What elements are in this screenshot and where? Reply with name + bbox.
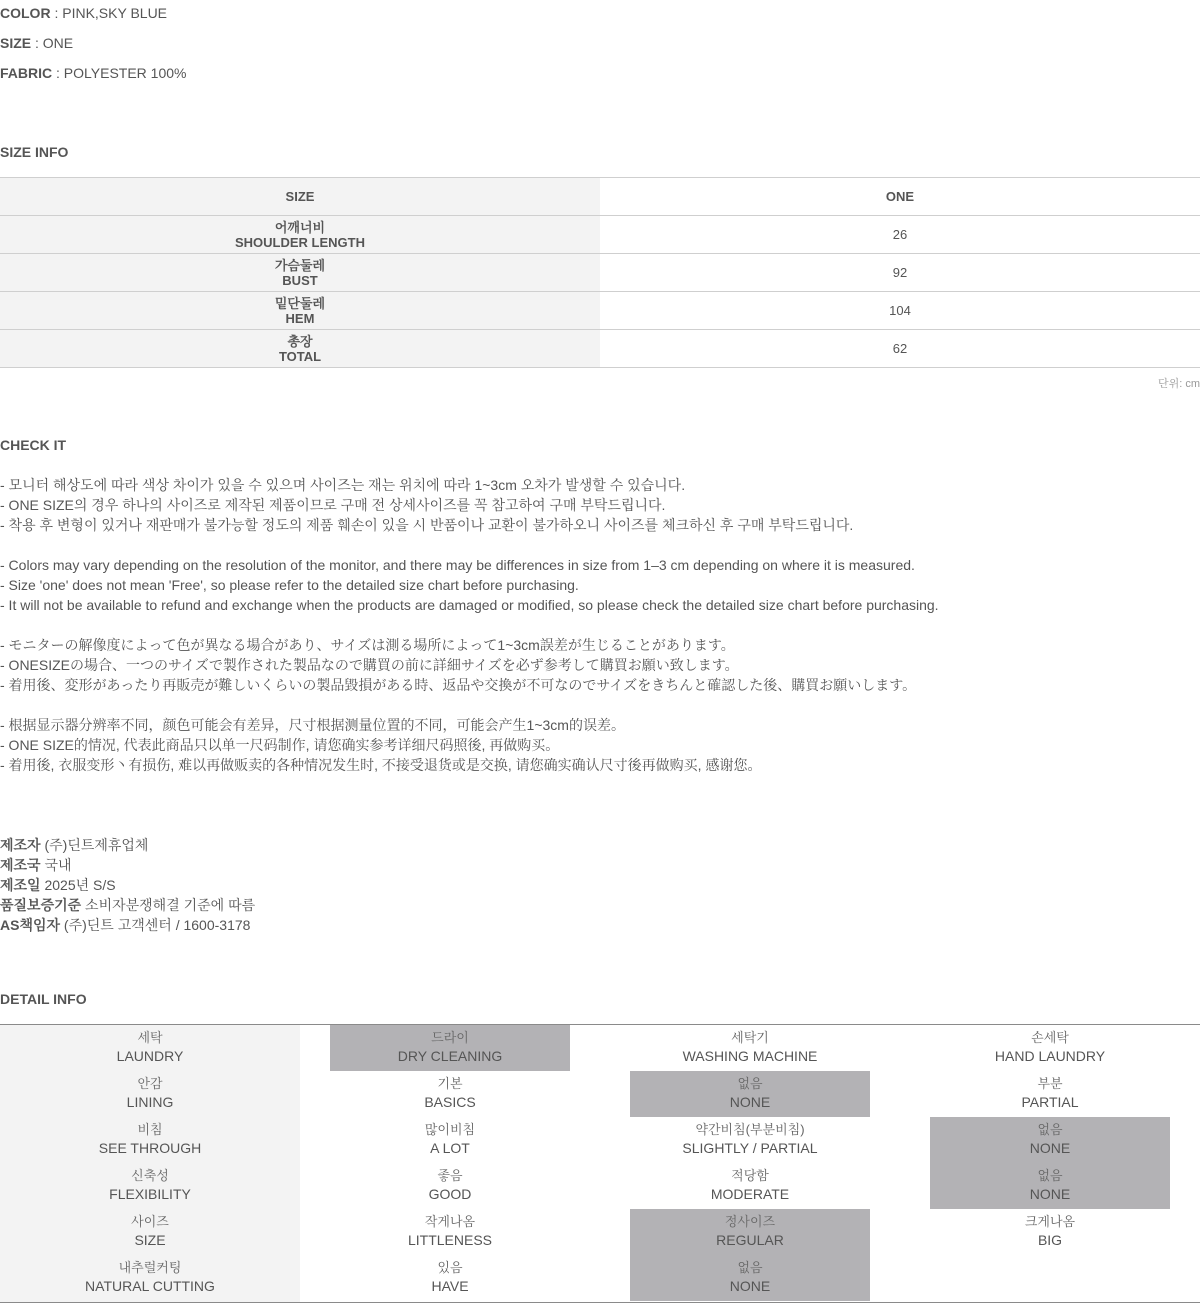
detail-en: SIZE [134,1232,166,1248]
detail-ko: 신축성 [131,1168,169,1183]
maker-value: 소비자분쟁해결 기준에 따름 [81,897,256,913]
detail-en: BIG [1037,1232,1063,1248]
detail-info-grid [0,1024,1200,1303]
size-row-en: BUST [282,272,318,288]
detail-ko: 없음 [1037,1122,1063,1137]
detail-ko: 약간비침(부분비침) [695,1122,805,1137]
detail-en: GOOD [428,1186,472,1202]
detail-en: REGULAR [716,1232,784,1248]
check-line: - 根据显示器分辨率不同，颜色可能会有差异，尺寸根据测量位置的不同，可能会产生1~3cm的误差。 [0,717,625,733]
check-line: - ONE SIZE的情况, 代表此商品只以单一尺码制作, 请您确实参考详细尺码照後, 再做购买。 [0,737,560,753]
maker-label: 제조국 [0,857,41,873]
size-row-ko: 가슴둘레 [274,257,326,273]
detail-option [300,1213,600,1249]
detail-ko: 내추럴커팅 [118,1260,182,1275]
detail-option [600,1213,900,1249]
detail-option [600,1259,900,1295]
size-info-title: SIZE INFO [0,144,69,160]
detail-option [300,1029,600,1065]
check-it-title: CHECK IT [0,437,67,453]
size-row-value: 62 [600,330,1200,368]
detail-en: DRY CLEANING [397,1048,503,1064]
detail-option [900,1121,1200,1157]
detail-option [900,1213,1200,1249]
size-table-header [0,178,1200,216]
spec-color-value: : PINK,SKY BLUE [50,5,168,21]
detail-option [300,1167,600,1203]
table-row [0,254,1200,292]
check-line: - Size 'one' does not mean 'Free', so please refer to the detailed size chart before purchasing. [0,577,579,593]
check-chinese [0,715,761,775]
detail-en: NONE [1029,1140,1071,1156]
size-row-ko: 밑단둘레 [274,295,326,311]
maker-line [0,875,255,895]
detail-ko: 없음 [737,1260,763,1275]
spec-color-label: COLOR [0,5,51,21]
detail-option [900,1167,1200,1203]
spec-fabric-label: FABRIC [0,65,53,81]
detail-en: HAVE [431,1278,469,1294]
detail-ko: 좋음 [437,1168,463,1183]
detail-label-see-through [0,1121,300,1157]
detail-en: LITTLENESS [407,1232,493,1248]
check-japanese [0,635,916,695]
size-row-en: SHOULDER LENGTH [235,234,365,250]
detail-en: FLEXIBILITY [109,1186,191,1202]
spec-fabric [0,65,186,81]
detail-info-title: DETAIL INFO [0,991,87,1007]
detail-ko: 부분 [1037,1076,1063,1091]
detail-ko: 크게나옴 [1024,1214,1076,1229]
detail-en: WASHING MACHINE [682,1048,818,1064]
detail-option [600,1029,900,1065]
detail-ko: 사이즈 [131,1214,169,1229]
size-row-label [0,292,600,330]
detail-ko: 기본 [437,1076,463,1091]
detail-ko: 적당함 [731,1168,769,1183]
maker-label: 품질보증기준 [0,897,82,913]
check-korean [0,475,853,535]
detail-ko: 많이비침 [424,1122,476,1137]
size-row-value: 92 [600,254,1200,292]
detail-label-size [0,1213,300,1249]
size-header-value: ONE [600,178,1200,216]
size-row-value: 26 [600,216,1200,254]
table-row [0,216,1200,254]
detail-option [600,1075,900,1111]
size-row-ko: 총장 [287,333,313,349]
detail-ko: 작게나옴 [424,1214,476,1229]
detail-ko: 세탁기 [731,1030,769,1045]
detail-ko: 손세탁 [1031,1030,1069,1045]
check-line: - 착용 후 변형이 있거나 재판매가 불가능할 정도의 제품 훼손이 있을 시 반품이나 교환이 불가하오니 사이즈를 체크하신 후 구매 부탁드립니다. [0,517,854,533]
detail-en: SLIGHTLY / PARTIAL [682,1140,818,1156]
detail-en: BASICS [424,1094,476,1110]
detail-option [600,1121,900,1157]
spec-size [0,35,73,51]
spec-size-label: SIZE [0,35,32,51]
detail-option [300,1259,600,1295]
check-line: - 着用後, 衣服变形丶有损伤, 难以再做贩卖的各种情况发生时, 不接受退货或是交换, 请您确实确认尺寸後再做购买, 感谢您。 [0,757,762,773]
detail-ko: 있음 [437,1260,463,1275]
spec-size-value: : ONE [31,35,74,51]
detail-ko: 없음 [1037,1168,1063,1183]
maker-value: (주)딘트 고객센터 / 1600-3178 [60,917,251,933]
size-row-ko: 어깨너비 [274,219,326,235]
detail-ko: 안감 [137,1076,163,1091]
check-line: - It will not be available to refund and exchange when the products are damaged or modified, so please check the detailed size chart before purchasing. [0,597,939,613]
detail-en: HAND LAUNDRY [994,1048,1106,1064]
detail-en: NONE [729,1094,771,1110]
size-table [0,177,1200,368]
table-row [0,292,1200,330]
maker-label: 제조자 [0,837,41,853]
detail-option [300,1121,600,1157]
maker-line [0,835,255,855]
detail-option [600,1167,900,1203]
detail-en: SEE THROUGH [98,1140,202,1156]
detail-option [300,1075,600,1111]
check-line: - Colors may vary depending on the resolution of the monitor, and there may be differences in size from 1–3 cm depending on where it is measured. [0,557,915,573]
detail-label-lining [0,1075,300,1111]
detail-ko: 없음 [737,1076,763,1091]
detail-option [900,1075,1200,1111]
detail-en: LINING [126,1094,174,1110]
size-row-value: 104 [600,292,1200,330]
maker-line [0,915,255,935]
check-english [0,555,939,615]
size-unit-note: 단위: cm [1157,378,1200,390]
spec-color [0,5,167,21]
maker-value: 국내 [40,857,72,873]
maker-value: (주)딘트제휴업체 [40,837,149,853]
detail-en: LAUNDRY [116,1048,184,1064]
detail-ko: 드라이 [431,1030,469,1045]
detail-ko: 정사이즈 [724,1214,776,1229]
check-line: - ONE SIZE의 경우 하나의 사이즈로 제작된 제품이므로 구매 전 상세사이즈를 꼭 참고하여 구매 부탁드립니다. [0,497,666,513]
size-header-label: SIZE [0,178,600,216]
maker-value: 2025년 S/S [40,877,116,893]
size-row-label [0,330,600,368]
check-line: - ONESIZEの場合、一つのサイズで製作された製品なので購買の前に詳細サイズを必ず参考して購買お願い致します。 [0,657,739,673]
detail-en: NATURAL CUTTING [85,1278,215,1294]
detail-en: MODERATE [710,1186,790,1202]
size-row-label [0,216,600,254]
maker-info [0,835,255,935]
detail-en: NONE [1029,1186,1071,1202]
detail-ko: 세탁 [137,1030,163,1045]
check-line: - 着用後、変形があったり再販売が難しいくらいの製品毀損がある時、返品や交換が不可なのでサイズをきちんと確認した後、購買お願いします。 [0,677,917,693]
spec-fabric-value: : POLYESTER 100% [52,65,187,81]
maker-line [0,855,255,875]
detail-label-flexibility [0,1167,300,1203]
maker-label: 제조일 [0,877,41,893]
detail-en: A LOT [430,1140,470,1156]
check-line: - モニターの解像度によって色が異なる場合があり、サイズは測る場所によって1~3cm誤差が生じることがあります。 [0,637,735,653]
size-row-en: TOTAL [278,348,322,364]
detail-en: PARTIAL [1021,1094,1079,1110]
detail-en: NONE [729,1278,771,1294]
table-row [0,330,1200,368]
detail-label-laundry [0,1029,300,1065]
size-row-en: HEM [285,310,315,326]
maker-label: AS책임자 [0,917,61,933]
detail-option [900,1029,1200,1065]
size-row-label [0,254,600,292]
detail-label-natural-cutting [0,1259,300,1295]
check-line: - 모니터 해상도에 따라 색상 차이가 있을 수 있으며 사이즈는 재는 위치에 따라 1~3cm 오차가 발생할 수 있습니다. [0,477,686,493]
detail-ko: 비침 [137,1122,163,1137]
maker-line [0,895,255,915]
